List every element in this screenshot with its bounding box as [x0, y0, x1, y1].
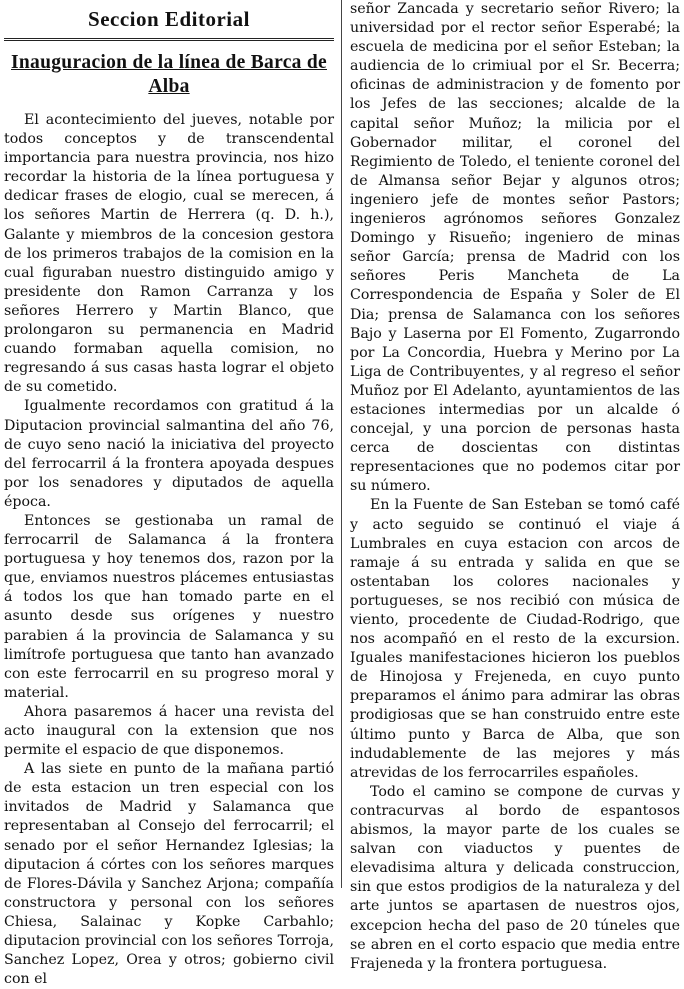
article-paragraph: Entonces se gestionaba un ramal de ferrocarril de Salamanca á la frontera portuguesa y hoy tenemos dos, razon por la que, enviamos nuestros plácemes entusiastas á todos los que han tomado parte en el asunto desde sus orígenes y nuestro parabien á la provincia de Salamanca y su limítrofe portuguesa que tanto han avanzado con este ferrocarril en su progreso moral y material. [4, 512, 334, 701]
section-title: Seccion Editorial [88, 7, 250, 31]
article-paragraph: Ahora pasaremos á hacer una revista del acto inaugural con la extension que nos permite el espacio de que disponemos. [4, 703, 334, 759]
article-paragraph: señor Zancada y secretario señor Rivero; la universidad por el rector señor Esperabé; la escuela de medicina por el señor Esteban; la audiencia de lo crimiual por el Sr. Becerra; oficinas de administracion y de fomento por los Jefes de las secciones; alcalde de la capital señor Muñoz; la milicia por el Gobernador militar, el coronel del Regimiento de Toledo, el teniente coronel del de Almansa señor Bejar y algunos otros; ingeniero jefe de montes señor Pastors; ingenieros agrónomos señores Gonzalez Domingo y Risueño; ingeniero de minas señor García; prensa de Madrid con los señores Peris Mancheta de La Correspondencia de España y Soler de El Dia; prensa de Salamanca con los señores Bajo y Laserna por El Fomento, Zugarrondo por La Concordia, Huebra y Merino por La Liga de Contribuyentes, y al regreso el señor Muñoz por El Adelanto, ayuntamientos de las estaciones intermedias por un alcalde ó concejal, y una porcion de personas hasta cerca de doscientas con distintas representaciones que no podemos citar por su número. [350, 1, 680, 495]
article-headline: Inauguracion de la línea de Barca de Alba [11, 52, 327, 97]
left-column [0, 0, 338, 989]
section-divider [4, 38, 334, 41]
article-paragraph: Todo el camino se compone de curvas y contracurvas al bordo de espantosos abismos, la mayor parte de los cuales se salvan con viaductos y puentes de elevadisima altura y delicada construccion, sin que estos prodigios de la naturaleza y del arte juntos se apartasen de nuestros ojos, excepcion hecha del paso de 20 túneles que se abren en el corto espacio que media entre Frajeneda y la frontera portuguesa. [350, 783, 680, 972]
article-paragraph: El acontecimiento del jueves, notable por todos conceptos y de transcendental importancia para nuestra provincia, nos hizo recordar la historia de la línea portuguesa y dedicar frases de elogio, cual se merecen, á los señores Martin de Herrera (q. D. h.), Galante y miembros de la concesion gestora de los primeros trabajos de la comision en la cual figuraban nuestro distinguido amigo y presidente don Ramon Carranza y los señores Herrero y Martin Blanco, que prolongaron su permanencia en Madrid cuando formaban aquella comision, no regresando á sus casas hasta lograr el objeto de su cometido. [4, 112, 334, 396]
article-paragraph: A las siete en punto de la mañana partió de esta estacion un tren especial con los invitados de Madrid y Salamanca que representaban al Consejo del ferrocarril; el senado por el señor Hernandez Iglesias; la diputacion á córtes con los señores marques de Flores-Dávila y Sanchez Arjona; compañía constructora y personal con los señores Chiesa, Salainac y Kopke Carbahlo; diputacion provincial con los señores Torroja, Sanchez Lopez, Orea y otros; gobierno civil con el [4, 761, 334, 988]
column-divider [341, 0, 342, 888]
article-paragraph: Igualmente recordamos con gratitud á la Diputacion provincial salmantina del año 76, de cuyo seno nació la iniciativa del proyecto del ferrocarril á la frontera apoyada despues por los senadores y diputados de aquella época. [4, 398, 334, 510]
right-column [346, 0, 684, 974]
article-paragraph: En la Fuente de San Esteban se tomó café y acto seguido se continuó el viaje á Lumbrales en cuya estacion con arcos de ramaje á su entrada y salida en que se ostentaban los colores nacionales y portugueses, se nos recibió con música de viento, procedente de Ciudad-Rodrigo, que nos acompañó en el resto de la excursion. Iguales manifestaciones hicieron los pueblos de Hinojosa y Frejeneda, en cuyo punto preparamos el ánimo para admirar las obras prodigiosas que se han construido entre este último punto y Barca de Alba, que son indudablemente de las mejores y más atrevidas de los ferrocarriles españoles. [350, 497, 680, 781]
